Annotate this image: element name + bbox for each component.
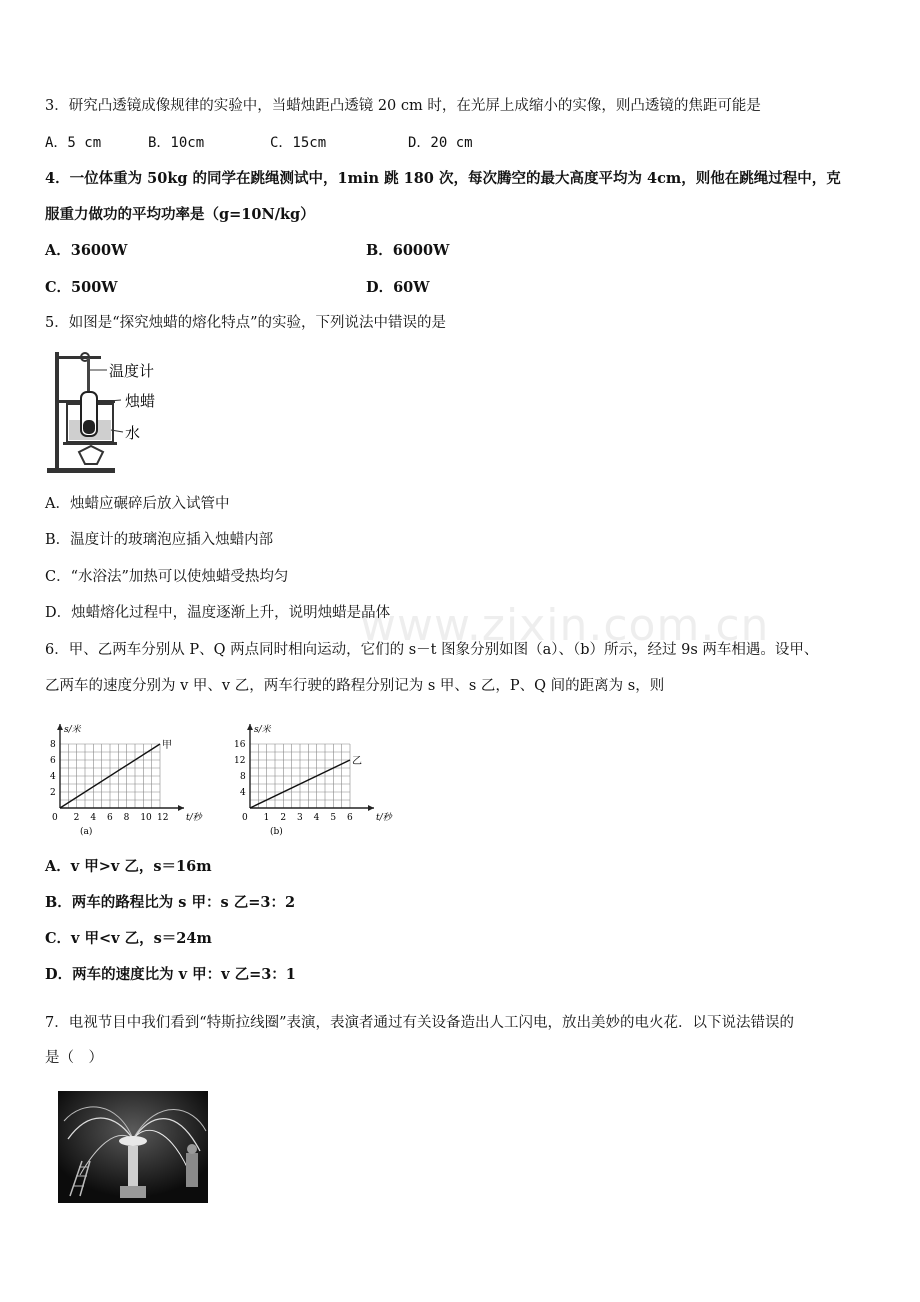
q6-option-a: A．v 甲>v 乙，s＝16m	[45, 858, 212, 875]
graph-b-x-tick-label: 1	[263, 813, 270, 823]
label-water: 水	[125, 424, 141, 442]
graph-b-x-arrow	[368, 805, 374, 811]
q6-stem-line2: 乙两车的速度分别为 v 甲、v 乙，两车行驶的路程分别记为 s 甲、s 乙，P、Q 间的距离为 s，则	[45, 678, 665, 694]
graph-b-y-label: s/米	[254, 725, 271, 735]
q3-option-b: B．10cm	[148, 135, 205, 151]
graph-a-x-label: t/秒	[186, 813, 202, 823]
stand-pole	[55, 352, 59, 470]
graph-b-y-tick-label: 4	[240, 788, 246, 798]
graph-b-y-tick-label: 16	[234, 740, 246, 750]
graph-a-y-tick-label: 6	[50, 756, 56, 766]
q5-option-c: C．“水浴法”加热可以使烛蜡受热均匀	[45, 569, 289, 585]
candle-wax-apparatus-figure	[45, 348, 175, 476]
q4-option-b: B．6000W	[366, 242, 450, 259]
graph-a-x-tick-label: 6	[107, 813, 113, 823]
graph-a-x-tick-label: 10	[140, 813, 152, 823]
stand-arm-top	[55, 356, 101, 359]
wire-gauze	[63, 442, 117, 445]
q5-stem: 5．如图是“探究烛蜡的熔化特点”的实验，下列说法中错误的是	[45, 315, 447, 331]
graph-b-y-arrow	[247, 724, 253, 730]
graph-a-x-tick-label: 2	[73, 813, 80, 823]
graph-b-x-tick-label: 4	[313, 813, 320, 823]
q5-option-a: A．烛蜡应碾碎后放入试管中	[45, 496, 230, 512]
candle-wax	[83, 420, 95, 434]
graph-a-y-tick-label: 4	[50, 772, 56, 782]
graph-b-x-tick-label: 5	[330, 813, 337, 823]
label-thermometer: 温度计	[109, 362, 155, 380]
graph-b-x-label: t/秒	[376, 813, 392, 823]
graph-a-y-tick-label: 2	[50, 788, 56, 798]
q4-stem-line1: 4．一位体重为 50kg 的同学在跳绳测试中，1min 跳 180 次，每次腾空的最大高度平均为 4cm，则他在跳绳过程中，克	[45, 170, 841, 187]
graph-a-x-tick-label: 12	[157, 813, 169, 823]
q4-option-c: C．500W	[45, 279, 118, 296]
st-graph-b	[226, 712, 398, 836]
graph-a-y-tick-label: 8	[50, 740, 56, 750]
graph-b-x-tick-label: 2	[280, 813, 287, 823]
graph-b-series-label: 乙	[352, 756, 362, 767]
q6-option-c: C．v 甲<v 乙，s＝24m	[45, 930, 212, 947]
watermark: www.zixin.com.cn	[360, 600, 770, 651]
graph-a-y-arrow	[57, 724, 63, 730]
q7-stem-line2: 是（ ）	[45, 1050, 103, 1066]
q3-option-a: A．5 cm	[45, 135, 102, 151]
graph-a-y-label: s/米	[64, 725, 81, 735]
st-graph-a	[36, 712, 206, 836]
q6-option-d: D．两车的速度比为 v 甲：v 乙=3：1	[45, 966, 296, 983]
q6-stem-line1: 6．甲、乙两车分别从 P、Q 两点同时相向运动，它们的 s－t 图象分别如图（a）、（b）所示，经过 9s 两车相遇。设甲、	[45, 642, 819, 658]
graph-b-caption: (b)	[270, 827, 283, 836]
q4-option-d: D．60W	[366, 279, 430, 296]
graph-b-y-tick-label: 8	[240, 772, 246, 782]
alcohol-lamp	[79, 446, 103, 464]
q7-stem-line1: 7．电视节目中我们看到“特斯拉线圈”表演，表演者通过有关设备造出人工闪电，放出美妙的电火花．以下说法错误的	[45, 1015, 795, 1031]
graph-a-x-arrow	[178, 805, 184, 811]
graph-b-x-tick-label: 6	[347, 813, 353, 823]
graph-b-x-tick-label: 0	[242, 813, 248, 823]
graph-b-y-tick-label: 12	[234, 756, 246, 766]
graph-a-series-label: 甲	[162, 740, 172, 751]
q3-option-d: D．20 cm	[408, 135, 473, 151]
graph-b-x-tick-label: 3	[297, 813, 303, 823]
tesla-coil-photo	[58, 1091, 208, 1203]
q4-stem-line2: 服重力做功的平均功率是（g=10N/kg）	[45, 206, 315, 223]
q5-option-b: B．温度计的玻璃泡应插入烛蜡内部	[45, 532, 274, 548]
q5-option-d: D．烛蜡熔化过程中，温度逐渐上升，说明烛蜡是晶体	[45, 605, 391, 621]
graph-a-x-tick-label: 0	[52, 813, 58, 823]
q3-option-c: C．15cm	[270, 135, 327, 151]
q4-option-a: A．3600W	[45, 242, 128, 259]
q3-stem: 3．研究凸透镜成像规律的实验中，当蜡烛距凸透镜 20 cm 时，在光屏上成缩小的实像，则凸透镜的焦距可能是	[45, 98, 761, 114]
graph-a-x-tick-label: 4	[90, 813, 97, 823]
graph-a-caption: (a)	[80, 827, 93, 836]
label-wax: 烛蜡	[125, 392, 156, 410]
graph-a-x-tick-label: 8	[123, 813, 130, 823]
q6-option-b: B．两车的路程比为 s 甲：s 乙=3：2	[45, 894, 296, 911]
